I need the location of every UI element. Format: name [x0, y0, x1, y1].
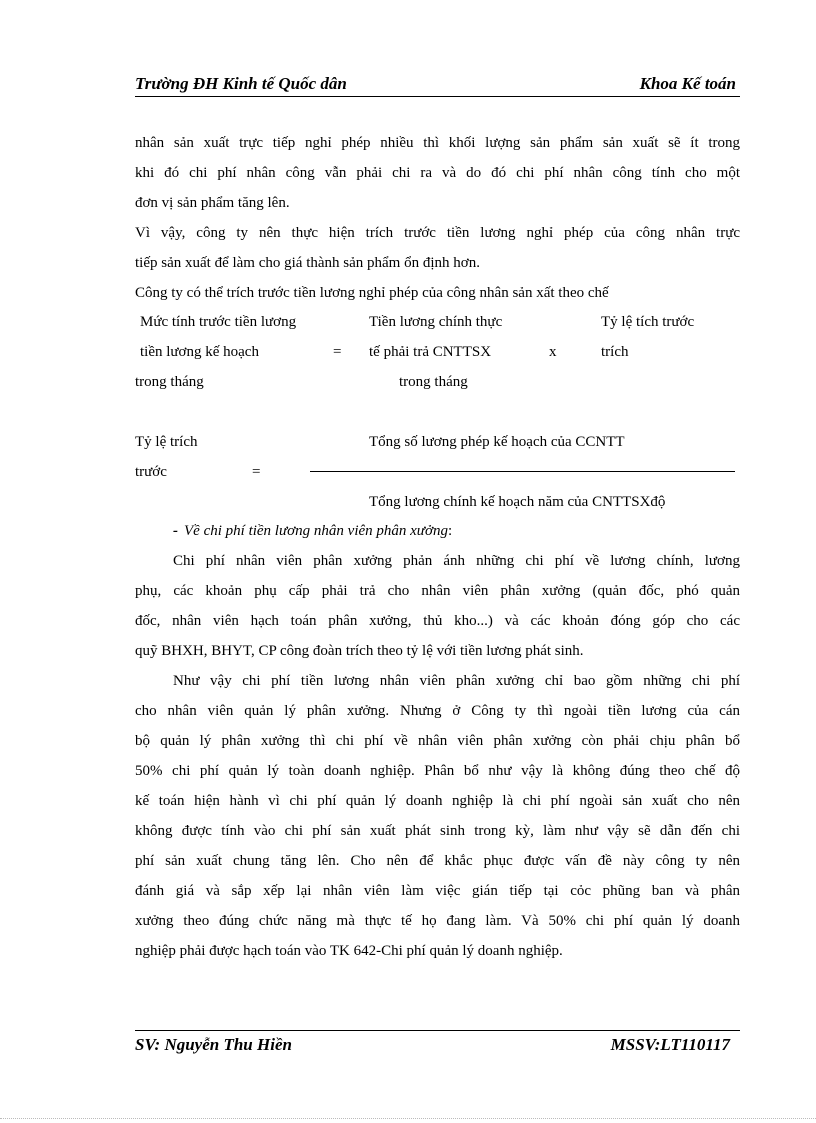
formula2-numerator: Tổng số lương phép kế hoạch của CCNTT [369, 434, 625, 450]
formula2-term-a-line1: Tỷ lệ trích [135, 434, 198, 450]
formula1-term-a-line1: Mức tính trước tiền lương [140, 314, 297, 330]
formula1-term-c-line2: trích [601, 344, 629, 360]
body-line: Vì vậy, công ty nên thực hiện trích trước tiền lương nghỉ phép của công nhân trực [135, 225, 740, 241]
fraction-bar [310, 471, 735, 472]
formula1-term-a-line3: trong tháng [135, 374, 204, 390]
formula1-equals: = [333, 344, 342, 360]
body-line: quỹ BHXH, BHYT, CP công đoàn trích theo tỷ lệ với tiền lương phát sinh. [135, 643, 584, 659]
page-footer [135, 1035, 730, 1057]
body-line: cho nhân viên quản lý phân xưởng. Nhưng ở Công ty thì ngoài tiền lương của cán [135, 703, 740, 719]
body-line: nghiệp phải được hạch toán vào TK 642-Chi phí quản lý doanh nghiệp. [135, 943, 563, 959]
body-line: phụ, các khoản phụ cấp phải trả cho nhân viên phân xưởng (quản đốc, phó quản [135, 583, 740, 599]
header-school: Trường ĐH Kinh tế Quốc dân [135, 74, 347, 93]
body-line: xưởng theo đúng chức năng mà thực tế họ đang làm. Và 50% chi phí quản lý doanh [135, 913, 740, 929]
body-line: đánh giá và sắp xếp lại nhân viên làm việc gián tiếp tại cỏc phũng ban và phân [135, 883, 740, 899]
body-line: phí sản xuất chung tăng lên. Cho nên để khắc phục được vấn đề này công ty nên [135, 853, 740, 869]
body-line: đơn vị sản phẩm tăng lên. [135, 195, 290, 211]
formula2-denominator: Tổng lương chính kế hoạch năm của CNTTSXđộ [369, 494, 666, 510]
formula1-term-b-line3: trong tháng [399, 374, 468, 390]
body-line: nhân sản xuất trực tiếp nghỉ phép nhiều thì khối lượng sản phẩm sản xuất sẽ ít trong [135, 135, 740, 151]
formula1-times: x [549, 344, 557, 360]
section-dash: - [173, 523, 178, 539]
header-faculty: Khoa Kế toán [639, 74, 736, 93]
formula1-term-b-line1: Tiền lương chính thực [369, 314, 503, 330]
body-line: Chi phí nhân viên phân xưởng phản ánh những chi phí về lương chính, lương [173, 553, 740, 569]
body-line: 50% chi phí quản lý toàn doanh nghiệp. Phân bổ như vậy là không đúng theo chế độ [135, 763, 740, 779]
footer-student: SV: Nguyễn Thu Hiền [135, 1035, 292, 1054]
page-edge [0, 1118, 816, 1119]
body-line: không được tính vào chi phí sản xuất phát sinh trong kỳ, làm như vậy sẽ dẫn đến chi [135, 823, 740, 839]
body-line: kế toán hiện hành vì chi phí quản lý doanh nghiệp là chi phí ngoài sản xuất cho nên [135, 793, 740, 809]
formula2-equals: = [252, 464, 261, 480]
body-line: khi đó chi phí nhân công vẫn phải chi ra và do đó chi phí nhân công tính cho một [135, 165, 740, 181]
body-line: đốc, nhân viên hạch toán phân xưởng, thủ kho...) và các khoản đóng góp cho các [135, 613, 740, 629]
formula1-term-a-line2: tiền lương kế hoạch [140, 344, 259, 360]
formula1-term-c-line1: Tỷ lệ tích trước [601, 314, 695, 330]
formula1-term-b-line2: tế phải trả CNTTSX [369, 344, 492, 360]
body-line: tiếp sản xuất để làm cho giá thành sản phẩm ổn định hơn. [135, 255, 480, 271]
body-line: Công ty có thể trích trước tiền lương nghỉ phép của công nhân sản xất theo chế [135, 285, 609, 301]
section-heading [173, 521, 452, 541]
page-header [135, 72, 740, 97]
body-line: bộ quản lý phân xưởng thì chi phí về nhân viên phân xưởng còn phải chịu phân bổ [135, 733, 740, 749]
section-heading-text: Về chi phí tiền lương nhân viên phân xưởng [184, 523, 448, 539]
footer-student-id: MSSV:LT110117 [610, 1035, 730, 1054]
section-colon: : [448, 523, 453, 539]
formula2-term-a-line2: trước [135, 464, 167, 480]
footer-rule [135, 1030, 740, 1031]
body-line: Như vậy chi phí tiền lương nhân viên phân xưởng chỉ bao gồm những chi phí [173, 673, 740, 689]
